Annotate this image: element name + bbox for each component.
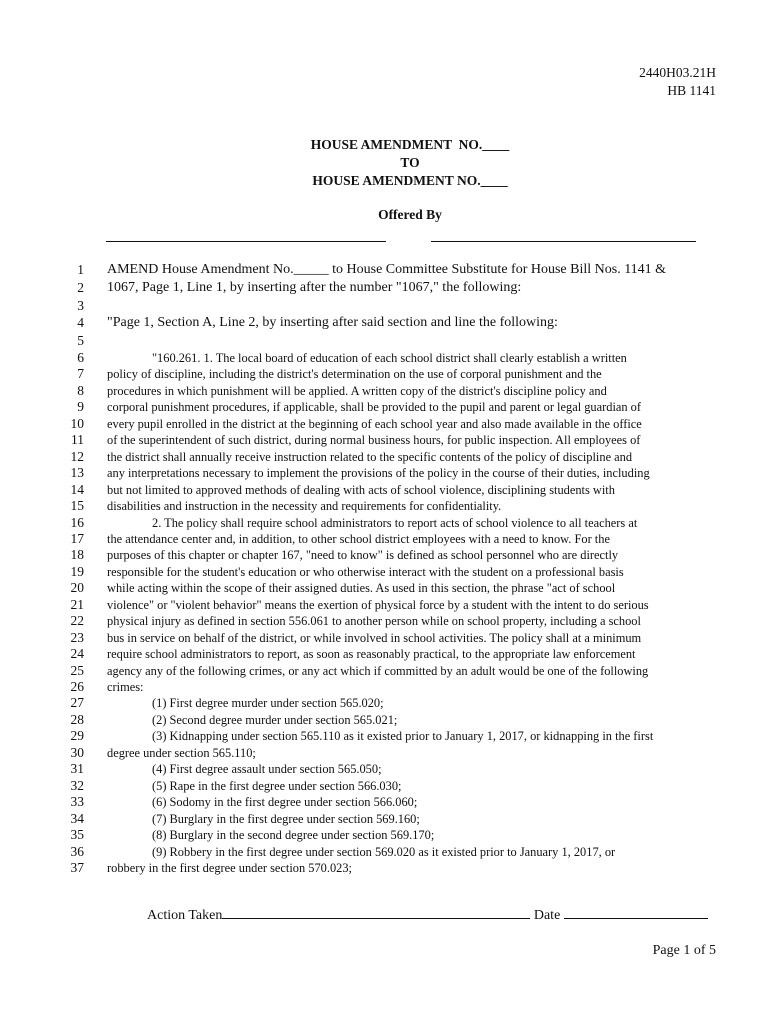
line-number: 33: [70, 794, 84, 810]
line-text: procedures in which punishment will be applied. A written copy of the district's discipline policy and: [107, 383, 607, 398]
line-number: 12: [70, 448, 84, 464]
document-header: [639, 64, 716, 100]
line-text: (9) Robbery in the first degree under section 569.020 as it existed prior to January 1, 2017, or: [152, 844, 616, 859]
line-number: 19: [70, 563, 84, 579]
line-number: 34: [70, 810, 84, 826]
line-text: (6) Sodomy in the first degree under section 566.060;: [152, 795, 418, 810]
action-taken-blank: [222, 906, 530, 919]
line-number: 8: [77, 382, 84, 398]
line-number: 37: [70, 859, 84, 875]
line-text: agency any of the following crimes, or any act which if committed by an adult would be one of the following: [107, 663, 649, 678]
line-text: (4) First degree assault under section 565.050;: [152, 762, 382, 777]
line-number: 25: [70, 662, 84, 678]
action-taken-row: [147, 906, 708, 924]
line-number: 26: [70, 679, 84, 694]
line-text: of the superintendent of such district, during normal business hours, for public inspection. All employees of: [107, 433, 641, 448]
line-number: 10: [70, 415, 84, 431]
line-text: require school administrators to report, as soon as reasonably practical, to the appropriate law enforcement: [107, 647, 636, 662]
line-number: 20: [70, 580, 84, 596]
line-text: (5) Rape in the first degree under section 566.030;: [152, 778, 402, 793]
line-text: (8) Burglary in the second degree under section 569.170;: [152, 828, 435, 843]
line-number: 24: [70, 646, 84, 662]
line-number: 29: [70, 728, 84, 744]
line-text: responsible for the student's education or who otherwise interact with the student on a professional basis: [107, 564, 624, 579]
line-number: 23: [70, 629, 84, 645]
line-text: crimes:: [107, 680, 144, 694]
line-text: the district shall annually receive instruction related to the specific contents of the policy of discipline and: [107, 449, 633, 464]
title-line-3: HOUSE AMENDMENT NO.____: [312, 173, 508, 188]
offered-by-label: Offered By: [378, 207, 442, 222]
line-text: 1067, Page 1, Line 1, by inserting after the number "1067," the following:: [107, 280, 522, 295]
date-blank: [564, 906, 708, 919]
page-number: Page 1 of 5: [652, 943, 716, 958]
line-number: 17: [70, 530, 84, 546]
line-number: 22: [70, 613, 84, 629]
line-number: 27: [70, 695, 84, 711]
line-number: 6: [77, 350, 84, 365]
title-line-1: HOUSE AMENDMENT NO.____: [310, 137, 510, 152]
line-number: 13: [70, 465, 84, 481]
line-text: purposes of this chapter or chapter 167, "need to know" is defined as school personnel who are directly: [107, 548, 619, 563]
line-text: every pupil enrolled in the district at the beginning of each school year and also made available in the office: [107, 416, 642, 431]
line-number: 35: [70, 827, 84, 843]
line-text: disabilities and instruction in the necessity and requirements for confidentiality.: [107, 499, 502, 514]
line-number: 7: [77, 366, 84, 382]
line-number: 15: [70, 498, 84, 514]
line-text: bus in service on behalf of the district, or while involved in school activities. The policy shall at a minimum: [107, 630, 642, 645]
line-number: 28: [70, 711, 84, 727]
line-number: 30: [70, 744, 84, 760]
line-text: the attendance center and, in addition, to other school district employees with a need to know. For the: [107, 531, 610, 546]
line-text: (1) First degree murder under section 565.020;: [152, 696, 384, 711]
date-label: Date: [533, 908, 561, 923]
line-text: policy of discipline, including the district's determination on the use of corporal punishment and the: [107, 367, 602, 382]
line-number: 9: [77, 399, 84, 415]
line-number: 21: [70, 596, 84, 612]
signature-line-right: [431, 241, 696, 242]
line-text: but not limited to approved methods of dealing with acts of school violence, disciplining students with: [107, 482, 615, 497]
line-number: 11: [71, 432, 84, 448]
line-text: any interpretations necessary to implement the provisions of the policy in the course of their duties, including: [107, 466, 650, 481]
document-id: 2440H03.21H: [639, 65, 716, 80]
line-text: "Page 1, Section A, Line 2, by inserting after said section and line the following:: [107, 315, 558, 330]
line-number: 14: [70, 481, 84, 497]
line-text: while acting within the scope of their assigned duties. As used in this section, the phrase "act of school: [107, 581, 616, 596]
line-text: (3) Kidnapping under section 565.110 as it existed prior to January 1, 2017, or kidnapping in the first: [152, 729, 654, 744]
signature-line-left: [106, 241, 386, 242]
line-number: 4: [77, 315, 84, 330]
line-number: 5: [77, 333, 84, 348]
line-text: corporal punishment procedures, if applicable, shall be provided to the pupil and parent or legal guardian of: [107, 400, 642, 415]
line-number: 32: [70, 777, 84, 793]
line-text: "160.261. 1. The local board of education of each school district shall clearly establish a written: [152, 351, 627, 365]
line-text: physical injury as defined in section 556.061 to another person while on school property, including a school: [107, 614, 641, 629]
line-text: (2) Second degree murder under section 565.021;: [152, 712, 398, 727]
title-line-2: TO: [400, 155, 420, 170]
line-number: 31: [70, 761, 84, 777]
amendment-title: [0, 136, 770, 190]
line-number: 16: [70, 514, 84, 530]
line-text: violence" or "violent behavior" means the exertion of physical force by a student with the intent to do serious: [107, 597, 649, 612]
line-number: 1: [77, 262, 84, 277]
line-number: 2: [77, 280, 84, 295]
line-text: (7) Burglary in the first degree under section 569.160;: [152, 811, 420, 826]
line-text: robbery in the first degree under section 570.023;: [107, 860, 352, 875]
bill-number: HB 1141: [667, 83, 716, 98]
line-number: 3: [77, 298, 84, 313]
line-text: AMEND House Amendment No._____ to House Committee Substitute for House Bill Nos. 1141 &: [107, 262, 667, 277]
line-text: degree under section 565.110;: [107, 745, 256, 760]
line-number: 36: [70, 843, 84, 859]
line-number: 18: [70, 547, 84, 563]
line-text: 2. The policy shall require school administrators to report acts of school violence to all teachers at: [152, 515, 638, 530]
action-taken-label: Action Taken: [147, 908, 223, 923]
